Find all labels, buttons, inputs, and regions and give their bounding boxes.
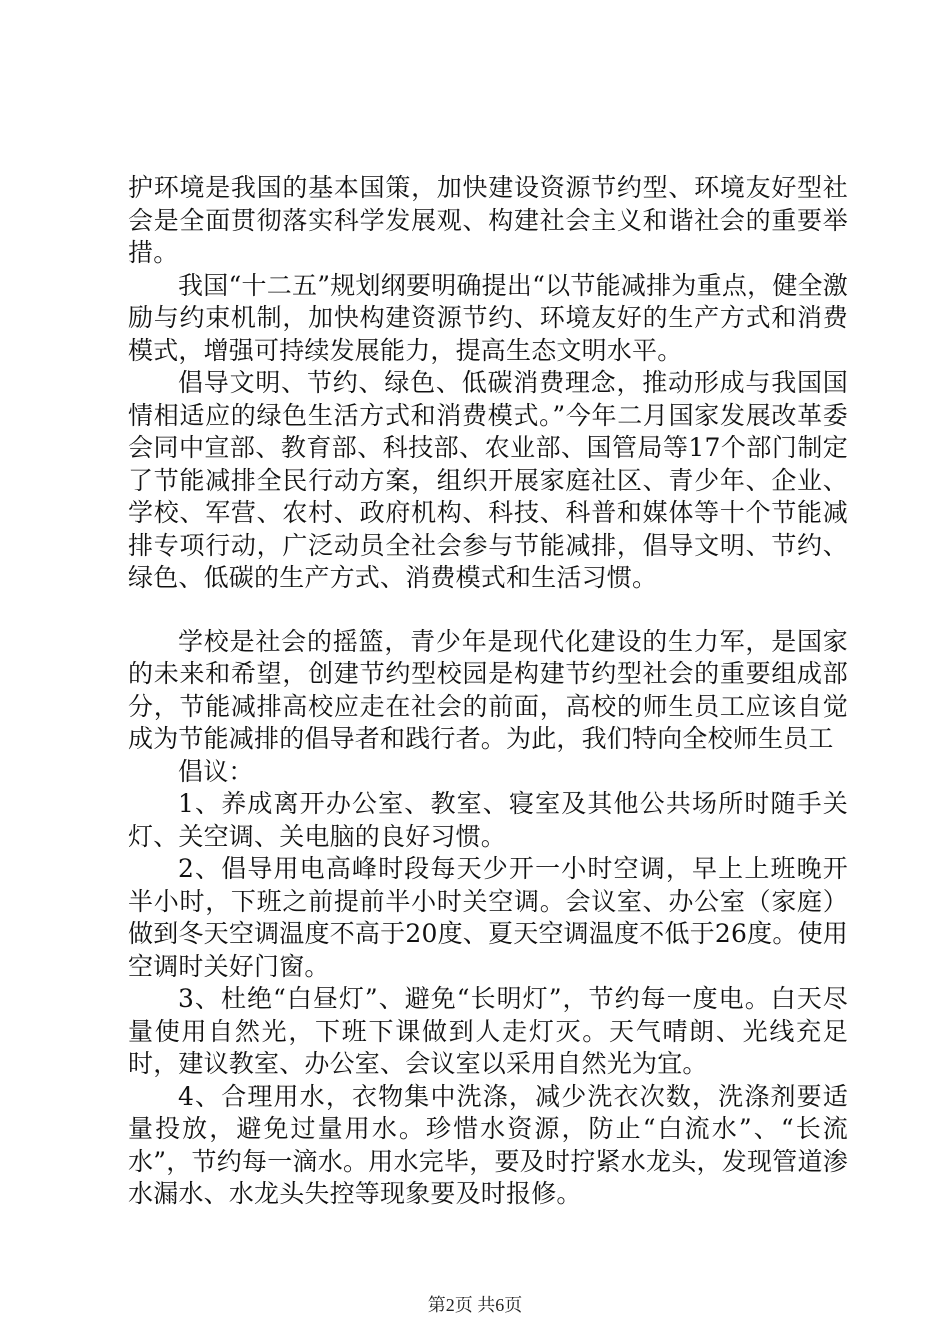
paragraph-school-role: 学校是社会的摇篮，青少年是现代化建设的生力军，是国家的未来和希望，创建节约型校园是构建节约型社会的重要组成部分，节能减排高校应走在社会的前面，高校的师生员工应该自觉成为节能减排的倡导者和践行者。为此，我们特向全校师生员工 (128, 626, 848, 753)
proposal-item-3: 3、杜绝“白昼灯”、避免“长明灯”，节约每一度电。白天尽量使用自然光，下班下课做到人走灯灭。天气晴朗、光线充足时，建议教室、办公室、会议室以采用自然光为宜。 (128, 984, 848, 1078)
proposal-item-2: 2、倡导用电高峰时段每天少开一小时空调，早上上班晚开半小时，下班之前提前半小时关空调。会议室、办公室（家庭）做到冬天空调温度不高于20度、夏天空调温度不低于26度。使用空调时关好门窗。 (128, 854, 848, 981)
paragraph-five-year-plan: 我国“十二五”规划纲要明确提出“以节能减排为重点，健全激励与约束机制，加快构建资源节约、环境友好的生产方式和消费模式，增强可持续发展能力，提高生态文明水平。 (128, 270, 848, 365)
page-footer: 第2页 共6页 (427, 1295, 523, 1315)
proposal-item-4: 4、合理用水，衣物集中洗涤，减少洗衣次数，洗涤剂要适量投放，避免过量用水。珍惜水资源，防止“白流水”、“长流水”，节约每一滴水。用水完毕，要及时拧紧水龙头，发现管道渗水漏水、水龙头失控等现象要及时报修。 (128, 1081, 848, 1208)
paragraph-action-plan: 倡导文明、节约、绿色、低碳消费理念，推动形成与我国国情相适应的绿色生活方式和消费模式。”今年二月国家发展改革委会同中宣部、教育部、科技部、农业部、国管局等17个部门制定了节能减排全民行动方案，组织开展家庭社区、青少年、企业、学校、军营、农村、政府机构、科技、科普和媒体等十个节能减排专项行动，广泛动员全社会参与节能减排，倡导文明、节约、绿色、低碳的生产方式、消费模式和生活习惯。 (128, 368, 848, 592)
proposal-item-1: 1、养成离开办公室、教室、寝室及其他公共场所时随手关灯、关空调、关电脑的良好习惯。 (128, 789, 848, 851)
paragraph-policy-intro: 护环境是我国的基本国策，加快建设资源节约型、环境友好型社会是全面贯彻落实科学发展观、构建社会主义和谐社会的重要举措。 (128, 173, 848, 267)
document-body (128, 172, 848, 1211)
paragraph-spacer (128, 595, 848, 626)
paragraph-proposal-heading: 倡议： (178, 756, 254, 786)
